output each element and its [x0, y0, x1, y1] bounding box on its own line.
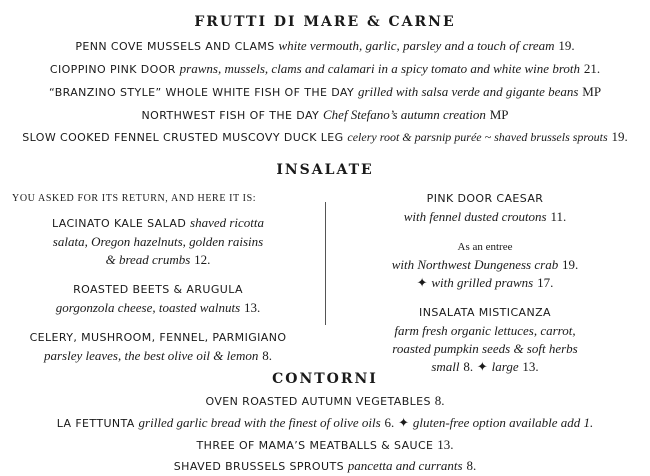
intro-note: YOU ASKED FOR ITS RETURN, AND HERE IT IS: — [12, 193, 257, 204]
item-price: 21. — [583, 61, 601, 76]
menu-item-brussels-sprouts — [0, 458, 650, 475]
item-name: PINK DOOR CAESAR — [426, 192, 544, 205]
size-large-price: 13. — [522, 359, 539, 374]
option-prawns: with grilled prawns — [431, 275, 534, 290]
item-note: gluten-free option available add 1. — [412, 415, 594, 430]
menu-item-branzino — [0, 84, 650, 101]
item-price: 8. — [434, 393, 445, 408]
item-price: 13. — [243, 300, 261, 315]
item-description: pancetta and currants — [347, 458, 463, 473]
menu-item-meatballs — [0, 437, 650, 454]
item-name: LA FETTUNTA — [56, 417, 135, 430]
star-icon: ✦ — [416, 275, 428, 290]
item-description: white vermouth, garlic, parsley and a touch of cream — [278, 38, 555, 53]
item-name: NORTHWEST FISH OF THE DAY — [141, 109, 320, 122]
item-name: OVEN ROASTED AUTUMN VEGETABLES — [205, 395, 431, 408]
item-name: SHAVED BRUSSELS SPROUTS — [173, 460, 344, 473]
item-description-line: farm fresh organic lettuces, carrot, — [394, 323, 576, 338]
menu-item-cioppino — [0, 61, 650, 78]
item-description: grilled garlic bread with the finest of olive oils — [138, 415, 381, 430]
item-price: 13. — [437, 437, 454, 452]
item-name: THREE OF MAMA’S MEATBALLS & SAUCE — [196, 439, 434, 452]
option-crab: with Northwest Dungeness crab — [391, 257, 559, 272]
menu-item-autumn-vegetables — [0, 393, 650, 410]
item-description-line: & bread crumbs — [105, 252, 191, 267]
item-description: grilled with salsa verde and gigante beans — [357, 84, 579, 99]
menu-item-roasted-beets — [12, 281, 304, 317]
option-crab-price: 19. — [562, 257, 579, 272]
insalate-left-column — [12, 190, 304, 377]
column-divider — [325, 202, 326, 325]
item-description: parsley leaves, the best olive oil & lemon — [43, 348, 259, 363]
insalate-right-column — [340, 190, 630, 388]
section-title-contorni: CONTORNI — [272, 371, 378, 387]
item-description: shaved ricotta — [190, 215, 265, 230]
item-description: with fennel dusted croutons — [403, 209, 547, 224]
item-price: 19. — [558, 38, 575, 53]
item-name: INSALATA MISTICANZA — [419, 306, 551, 319]
item-price: 19. — [611, 129, 628, 144]
item-name: “BRANZINO STYLE” WHOLE WHITE FISH OF THE DAY — [48, 86, 355, 99]
item-name: LACINATO KALE SALAD — [51, 217, 187, 230]
item-price: 12. — [194, 252, 211, 267]
item-description: Chef Stefano’s autumn creation — [323, 107, 486, 122]
item-name: SLOW COOKED FENNEL CRUSTED MUSCOVY DUCK LEG — [22, 131, 344, 144]
star-icon: ✦ — [398, 415, 410, 430]
menu-item-duck-leg — [4, 128, 646, 146]
item-name: PENN COVE MUSSELS AND CLAMS — [75, 40, 275, 53]
size-small-price: 8. — [463, 359, 474, 374]
section-title-frutti: FRUTTI DI MARE & CARNE — [194, 14, 456, 30]
item-description: gorgonzola cheese, toasted walnuts — [55, 300, 241, 315]
item-price: 6. — [384, 415, 395, 430]
item-description: celery root & parsnip purée ~ shaved brussels sprouts — [347, 130, 608, 144]
menu-item-celery-mushroom — [12, 329, 304, 365]
option-prawns-price: 17. — [537, 275, 554, 290]
menu-item-kale-salad — [12, 214, 304, 269]
entree-options — [340, 238, 630, 292]
item-name: CELERY, MUSHROOM, FENNEL, PARMIGIANO — [29, 331, 287, 344]
item-description: prawns, mussels, clams and calamari in a spicy tomato and white wine broth — [179, 61, 581, 76]
menu-item-caesar — [340, 190, 630, 226]
item-price: 8. — [262, 348, 273, 363]
size-small: small — [431, 359, 460, 374]
star-icon: ✦ — [476, 359, 488, 374]
menu-item-fettunta — [0, 415, 650, 432]
entree-label: As an entree — [457, 241, 513, 253]
section-title-insalate: INSALATE — [276, 162, 374, 178]
menu-item-mussels — [0, 38, 650, 55]
menu-item-northwest-fish — [0, 107, 650, 124]
item-description-line: salata, Oregon hazelnuts, golden raisins — [52, 234, 264, 249]
item-name: ROASTED BEETS & ARUGULA — [73, 283, 243, 296]
item-description-line: roasted pumpkin seeds & soft herbs — [392, 341, 578, 356]
item-price: 8. — [466, 458, 477, 473]
size-large: large — [491, 359, 519, 374]
item-price: MP — [489, 107, 509, 122]
menu-item-misticanza — [340, 304, 630, 376]
item-price: 11. — [550, 209, 567, 224]
item-price: MP — [582, 84, 602, 99]
item-name: CIOPPINO PINK DOOR — [49, 63, 176, 76]
